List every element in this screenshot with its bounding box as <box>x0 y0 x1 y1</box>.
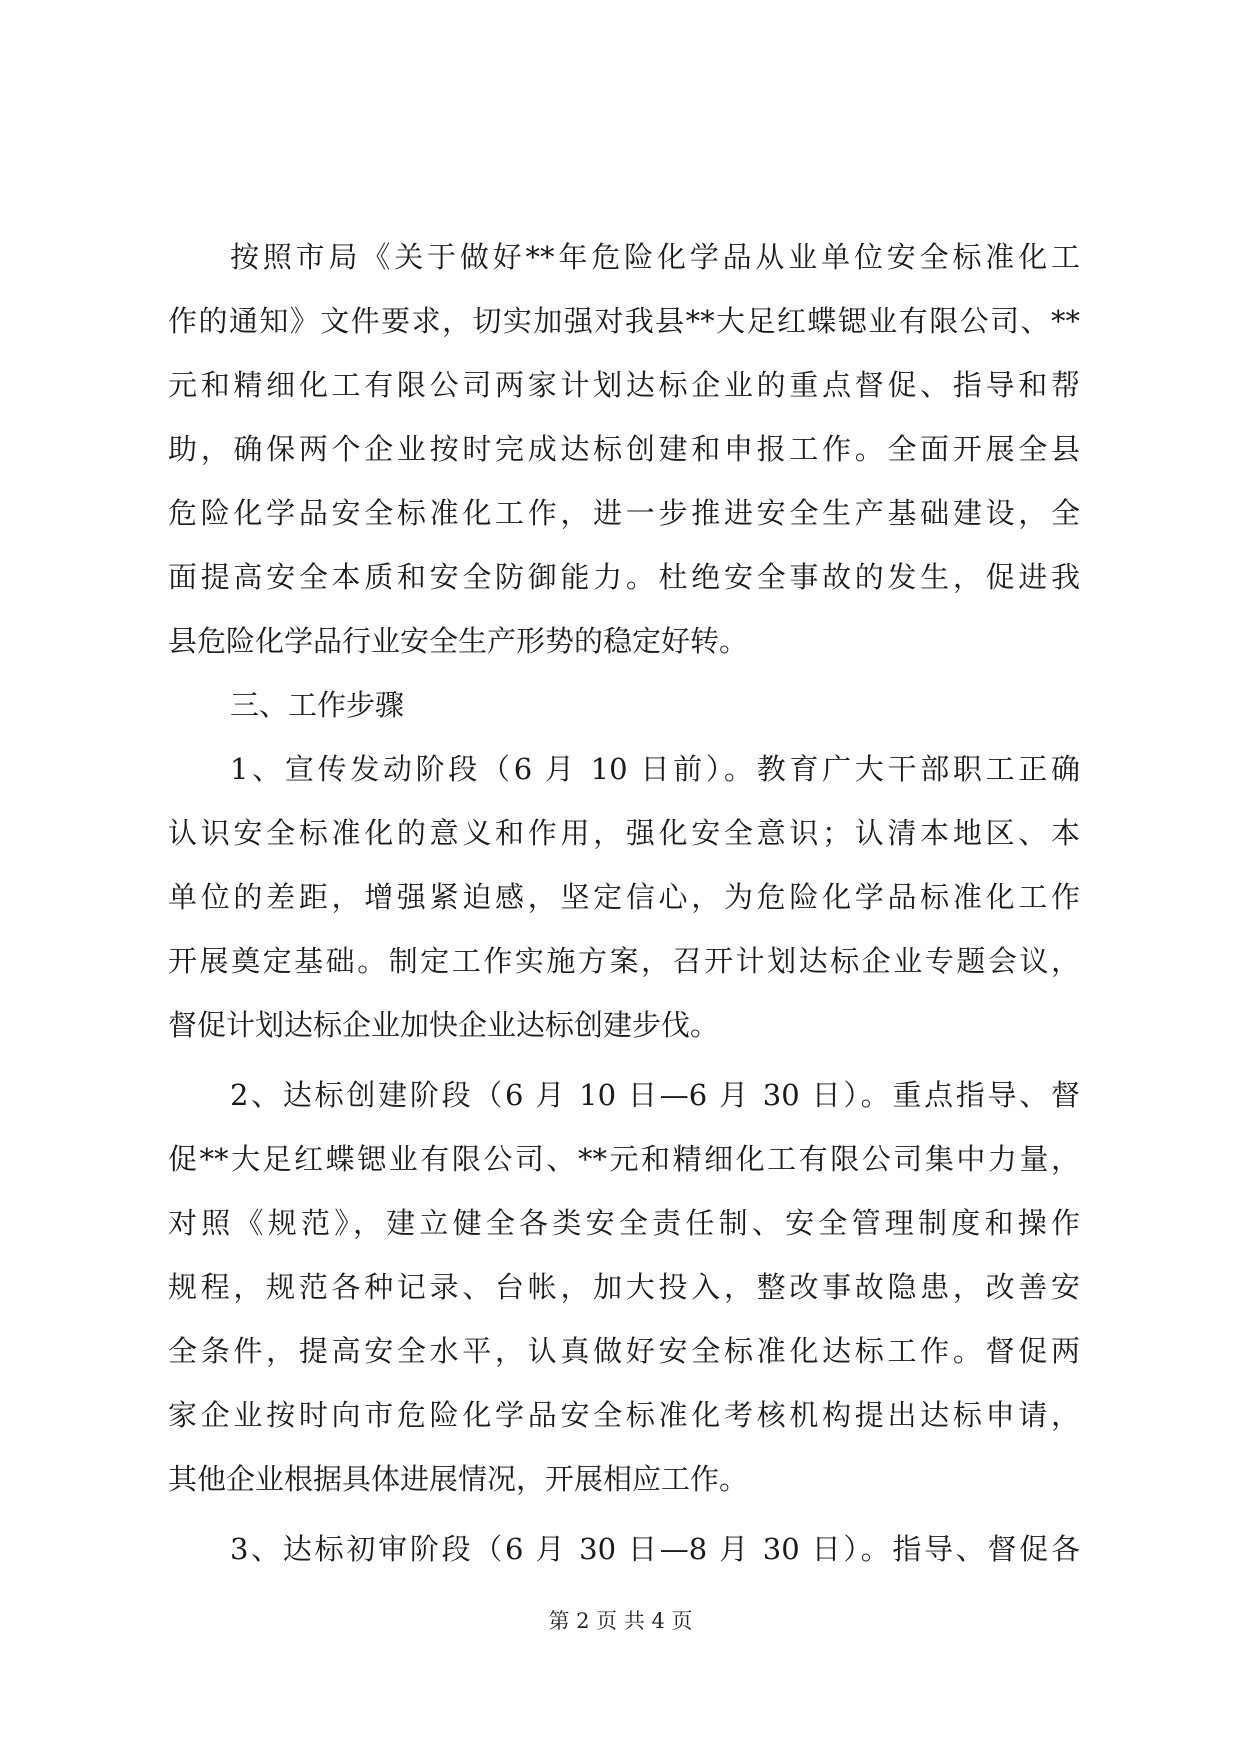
text-line: 面提高安全本质和安全防御能力。杜绝安全事故的发生，促进我 <box>168 560 1080 594</box>
text-line: 认识安全标准化的意义和作用，强化安全意识；认清本地区、本 <box>168 816 1080 850</box>
paragraph-step-3 <box>168 1517 1080 1581</box>
text-line: 单位的差距，增强紧迫感，坚定信心，为危险化学品标准化工作 <box>168 880 1080 914</box>
text-line: 按照市局《关于做好**年危险化学品从业单位安全标准化工 <box>230 240 1080 274</box>
text-line: 危险化学品安全标准化工作，进一步推进安全生产基础建设，全 <box>168 496 1080 530</box>
text-line: 全条件，提高安全水平，认真做好安全标准化达标工作。督促两 <box>168 1334 1080 1368</box>
text-line: 对照《规范》，建立健全各类安全责任制、安全管理制度和操作 <box>168 1206 1080 1240</box>
paragraph-step-1 <box>168 737 1080 1057</box>
text-line: 促**大足红蝶锶业有限公司、**元和精细化工有限公司集中力量， <box>168 1142 1080 1176</box>
text-line: 其他企业根据具体进展情况，开展相应工作。 <box>168 1462 749 1496</box>
paragraph-step-2 <box>168 1063 1080 1511</box>
text-line: 作的通知》文件要求，切实加强对我县**大足红蝶锶业有限公司、** <box>168 304 1080 338</box>
text-line: 1、宣传发动阶段（6 月 10 日前）。教育广大干部职工正确 <box>230 752 1080 786</box>
text-line: 开展奠定基础。制定工作实施方案，召开计划达标企业专题会议， <box>168 944 1080 978</box>
text-line: 2、达标创建阶段（6 月 10 日—6 月 30 日）。重点指导、督 <box>230 1078 1080 1112</box>
text-line: 助，确保两个企业按时完成达标创建和申报工作。全面开展全县 <box>168 432 1080 466</box>
text-line: 家企业按时向市危险化学品安全标准化考核机构提出达标申请， <box>168 1398 1080 1432</box>
text-line: 县危险化学品行业安全生产形势的稳定好转。 <box>168 624 749 658</box>
paragraph-objective <box>168 225 1080 673</box>
section-heading <box>168 673 1080 737</box>
text-line: 3、达标初审阶段（6 月 30 日—8 月 30 日）。指导、督促各 <box>230 1532 1080 1566</box>
text-line: 元和精细化工有限公司两家计划达标企业的重点督促、指导和帮 <box>168 368 1080 402</box>
page-footer: 第 2 页 共 4 页 <box>548 1609 693 1633</box>
heading-line: 三、工作步骤 <box>230 688 405 722</box>
text-line: 规程，规范各种记录、台帐，加大投入，整改事故隐患，改善安 <box>168 1270 1080 1304</box>
text-line: 督促计划达标企业加快企业达标创建步伐。 <box>168 1008 720 1042</box>
body-text <box>168 225 1080 1581</box>
